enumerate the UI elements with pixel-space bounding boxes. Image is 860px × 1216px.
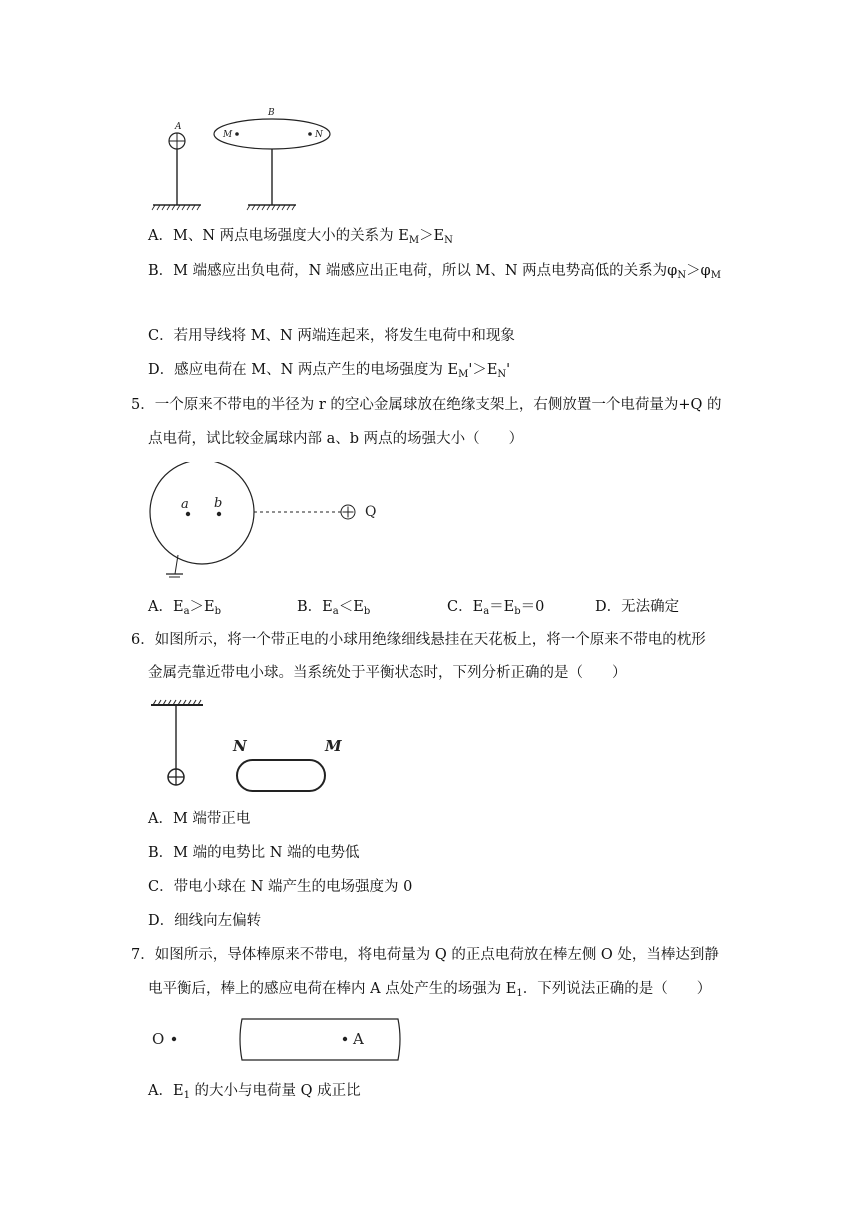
subscript: b (363, 606, 371, 617)
q5-stem-line2: 点电荷，试比较金属球内部 a、b 两点的场强大小（ ） (148, 431, 524, 447)
q5-option-D[interactable]: D．无法确定 (595, 599, 680, 615)
subscript: M (458, 369, 469, 380)
q4-option-B[interactable] (148, 261, 721, 286)
q6-option-C[interactable]: C．带电小球在 N 端产生的电场强度为 0 (148, 879, 413, 895)
label-N: N (315, 130, 323, 140)
q4-option-C[interactable]: C．若用导线将 M、N 两端连起来，将发生电荷中和现象 (148, 328, 515, 344)
option-text: ＞E (189, 599, 215, 615)
option-text: ＞E (419, 228, 445, 244)
option-text: ＝0 (520, 599, 545, 615)
label-B: B (268, 108, 275, 118)
label-M: M (325, 737, 342, 755)
q6-option-D[interactable]: D．细线向左偏转 (148, 913, 262, 929)
subscript: N (444, 235, 453, 246)
subscript: 1 (516, 988, 523, 999)
option-text: A．E (148, 1083, 184, 1099)
option-text: C．E (447, 599, 484, 615)
subscript: M (710, 270, 721, 281)
label-b: b (214, 496, 223, 511)
subscript: b (514, 606, 521, 617)
subscript: a (483, 606, 490, 617)
q6-option-B[interactable]: B．M 端的电势比 N 端的电势低 (148, 845, 360, 861)
label-N: N (233, 737, 247, 755)
q5-option-B[interactable] (297, 597, 370, 622)
option-text: 的大小与电荷量 Q 成正比 (189, 1083, 361, 1099)
q7-stem-line1: 7．如图所示，导体棒原来不带电，将电荷量为 Q 的正点电荷放在棒左侧 O 处，当棒达到静 (131, 947, 719, 963)
q6-stem-line2: 金属壳靠近带电小球。当系统处于平衡状态时，下列分析正确的是（ ） (148, 665, 627, 681)
option-text: ' (506, 362, 511, 378)
q4-option-A[interactable] (148, 226, 453, 251)
q4-option-D[interactable] (148, 360, 510, 385)
figure-q4-conductor (145, 104, 345, 214)
option-text: D．感应电荷在 M、N 两点产生的电场强度为 E (148, 362, 459, 378)
subscript: a (183, 606, 190, 617)
subscript: 1 (183, 1090, 190, 1101)
label-A: A (175, 122, 182, 132)
option-text: ＞φ (686, 263, 711, 279)
figure-q5-metal-sphere (145, 462, 395, 584)
stem-text: ．下列说法正确的是（ ） (522, 981, 712, 997)
option-text: B．E (297, 599, 333, 615)
option-text: '＞E (468, 362, 498, 378)
figure-q7-conductor-rod (145, 1016, 410, 1066)
subscript: a (332, 606, 339, 617)
q6-option-A[interactable]: A．M 端带正电 (148, 811, 251, 827)
figure-q6-pendulum-shell (145, 698, 345, 794)
subscript: M (408, 235, 420, 246)
q6-stem-line1: 6．如图所示，将一个带正电的小球用绝缘细线悬挂在天花板上，将一个原来不带电的枕形 (131, 632, 706, 648)
option-text: ＜E (338, 599, 364, 615)
label-O: O (152, 1030, 165, 1048)
option-text: B．M 端感应出负电荷，N 端感应出正电荷，所以 M、N 两点电势高低的关系为φ (148, 263, 678, 279)
option-text: ＝E (489, 599, 515, 615)
q5-option-C[interactable] (447, 597, 544, 622)
subscript: b (214, 606, 222, 617)
label-A: A (353, 1030, 364, 1048)
subscript: N (677, 270, 687, 281)
q7-option-A[interactable] (148, 1081, 361, 1106)
label-Q: Q (365, 504, 377, 520)
label-M: M (223, 130, 233, 140)
q5-stem-line1: 5．一个原来不带电的半径为 r 的空心金属球放在绝缘支架上，右侧放置一个电荷量为+Q 的 (131, 397, 722, 413)
stem-text: 电平衡后，棒上的感应电荷在棒内 A 点处产生的场强为 E (148, 981, 517, 997)
subscript: N (497, 369, 507, 380)
option-text: A．M、N 两点电场强度大小的关系为 E (148, 228, 409, 244)
q7-stem-line2 (148, 979, 711, 1004)
label-a: a (181, 497, 189, 512)
q5-option-A[interactable] (148, 597, 221, 622)
option-text: A．E (148, 599, 184, 615)
